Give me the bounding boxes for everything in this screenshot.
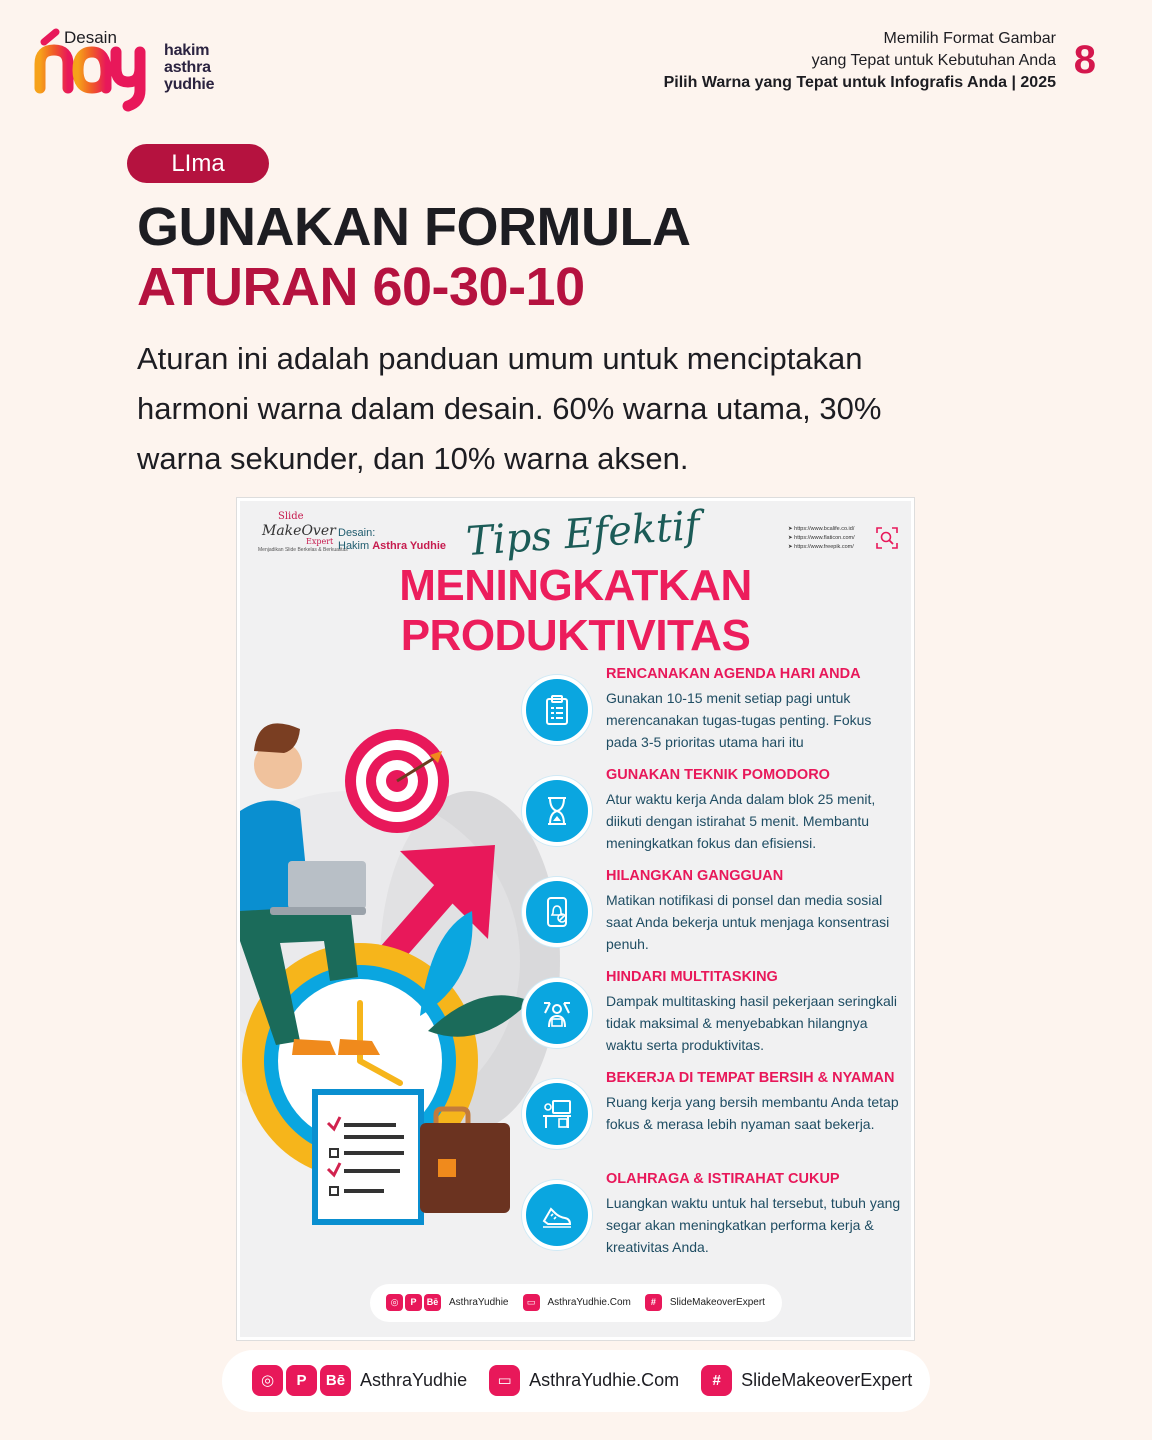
footer-social-website[interactable]: AsthraYudhie.Com — [529, 1370, 680, 1390]
footer-social-handle[interactable]: AsthraYudhie — [360, 1370, 468, 1390]
infographic-poster — [237, 498, 914, 1340]
briefcase-icon — [420, 1109, 510, 1213]
brand-logo — [34, 28, 234, 112]
tip-title: HINDARI MULTITASKING — [606, 969, 778, 985]
tip-title: RENCANAKAN AGENDA HARI ANDA — [606, 666, 861, 682]
poster-desain-name-plain: Hakim — [338, 540, 370, 552]
hourglass-icon — [522, 776, 592, 846]
poster-social-website[interactable]: AsthraYudhie.Com — [547, 1297, 631, 1308]
header-line-2: yang Tepat untuk Kebutuhan Anda — [811, 52, 1056, 69]
header-line-3: Pilih Warna yang Tepat untuk Infografis Anda | 2025 — [663, 74, 1056, 91]
poster-ref: ➤ https://www.flaticon.com/ — [788, 535, 855, 541]
poster-title-line1: MENINGKATKAN — [399, 561, 752, 610]
tip-item — [522, 868, 912, 971]
multitask-icon — [522, 978, 592, 1048]
website-icon[interactable]: ▭ — [489, 1365, 520, 1396]
tip-item — [522, 666, 912, 769]
poster-desain-name-bold: Asthra Yudhie — [372, 540, 446, 552]
section-title-line1: GUNAKAN FORMULA — [137, 197, 691, 257]
poster-logo-line3: Expert — [306, 537, 334, 546]
pinterest-icon[interactable]: P — [405, 1294, 422, 1311]
clipboard-icon — [522, 675, 592, 745]
footer-social-bar — [222, 1350, 930, 1412]
poster-social-bar — [370, 1284, 782, 1322]
poster-references — [788, 525, 855, 552]
productivity-illustration — [240, 711, 570, 1251]
brand-author — [164, 42, 214, 93]
tip-text: Dampak multitasking hasil pekerjaan seringkali tidak maksimal & menyebabkan hilangnya waktu serta produktivitas. — [606, 993, 898, 1053]
tip-item — [522, 969, 912, 1072]
phone-mute-icon — [522, 877, 592, 947]
footer-social-row — [252, 1365, 912, 1396]
poster-logo — [258, 509, 348, 555]
poster-ref-text: https://www.flaticon.com/ — [794, 535, 855, 541]
brand-author-line: hakim — [164, 42, 210, 59]
poster-logo-line1: Slide — [278, 511, 304, 522]
search-icon — [876, 527, 898, 549]
poster-logo-line2: MakeOver — [262, 523, 336, 539]
poster-title-line2: PRODUKTIVITAS — [400, 611, 751, 660]
running-shoe-icon — [522, 1180, 592, 1250]
poster-social-handle[interactable]: AsthraYudhie — [449, 1297, 509, 1308]
instagram-icon[interactable]: ◎ — [386, 1294, 403, 1311]
hashtag-icon[interactable]: # — [645, 1294, 662, 1311]
tip-item — [522, 1070, 912, 1173]
poster-ref-text: https://www.freepik.com/ — [794, 544, 854, 550]
behance-icon[interactable]: Bē — [320, 1365, 351, 1396]
pinterest-icon[interactable]: P — [286, 1365, 317, 1396]
page-number: 8 — [1073, 38, 1096, 82]
instagram-icon[interactable]: ◎ — [252, 1365, 283, 1396]
poster-logo-tagline: Menjadikan Slide Berkelas & Berkualitas — [258, 547, 348, 553]
section-title-line2: ATURAN 60-30-10 — [137, 257, 585, 317]
tip-text: Matikan notifikasi di ponsel dan media sosial saat Anda bekerja untuk menjaga konsentrasi penuh. — [606, 892, 890, 952]
tip-title: HILANGKAN GANGGUAN — [606, 868, 784, 884]
tip-item — [522, 1171, 912, 1274]
tip-item — [522, 767, 912, 870]
poster-ref: ➤ https://www.bcalife.co.id/ — [788, 526, 855, 532]
hashtag-icon[interactable]: # — [701, 1365, 732, 1396]
section-pill: LIma — [127, 144, 269, 183]
checklist-icon — [312, 1089, 424, 1225]
poster-social-tag[interactable]: SlideMakeoverExpert — [669, 1297, 765, 1308]
target-icon — [345, 729, 449, 833]
poster-ref-text: https://www.bcalife.co.id/ — [794, 526, 855, 532]
header-line-1: Memilih Format Gambar — [883, 30, 1056, 47]
tip-text: Gunakan 10-15 menit setiap pagi untuk merencanakan tugas-tugas penting. Fokus pada 3-5 prioritas utama hari itu — [606, 690, 872, 750]
header-titles — [664, 28, 1056, 94]
tip-text: Atur waktu kerja Anda dalam blok 25 menit, diikuti dengan istirahat 5 menit. Membantu meningkatkan fokus dan efisiensi. — [606, 791, 876, 851]
desk-icon — [522, 1079, 592, 1149]
poster-desain-label: Desain: — [338, 527, 376, 539]
brand-author-line: yudhie — [164, 76, 215, 93]
poster-desain — [338, 527, 446, 553]
tip-title: OLAHRAGA & ISTIRAHAT CUKUP — [606, 1171, 840, 1187]
tip-title: BEKERJA DI TEMPAT BERSIH & NYAMAN — [606, 1070, 895, 1086]
tip-text: Ruang kerja yang bersih membantu Anda tetap fokus & merasa lebih nyaman saat bekerja. — [606, 1094, 899, 1132]
poster-ref: ➤ https://www.freepik.com/ — [788, 544, 854, 550]
website-icon[interactable]: ▭ — [523, 1294, 540, 1311]
tip-title: GUNAKAN TEKNIK POMODORO — [606, 767, 830, 783]
brand-author-line: asthra — [164, 59, 211, 76]
poster-desain-name — [338, 540, 446, 553]
poster-script-title: Tips Efektif — [464, 502, 702, 566]
section-description: Aturan ini adalah panduan umum untuk menciptakan harmoni warna dalam desain. 60% warna utama, 30% warna sekunder, dan 10% warna aksen. — [137, 341, 882, 476]
brand-desain-label: Desain — [64, 28, 117, 47]
behance-icon[interactable]: Bē — [424, 1294, 441, 1311]
tip-text: Luangkan waktu untuk hal tersebut, tubuh yang segar akan meningkatkan performa kerja & kreativitas Anda. — [606, 1195, 901, 1255]
footer-social-tag[interactable]: SlideMakeoverExpert — [741, 1370, 913, 1390]
poster-social-row — [386, 1294, 765, 1311]
